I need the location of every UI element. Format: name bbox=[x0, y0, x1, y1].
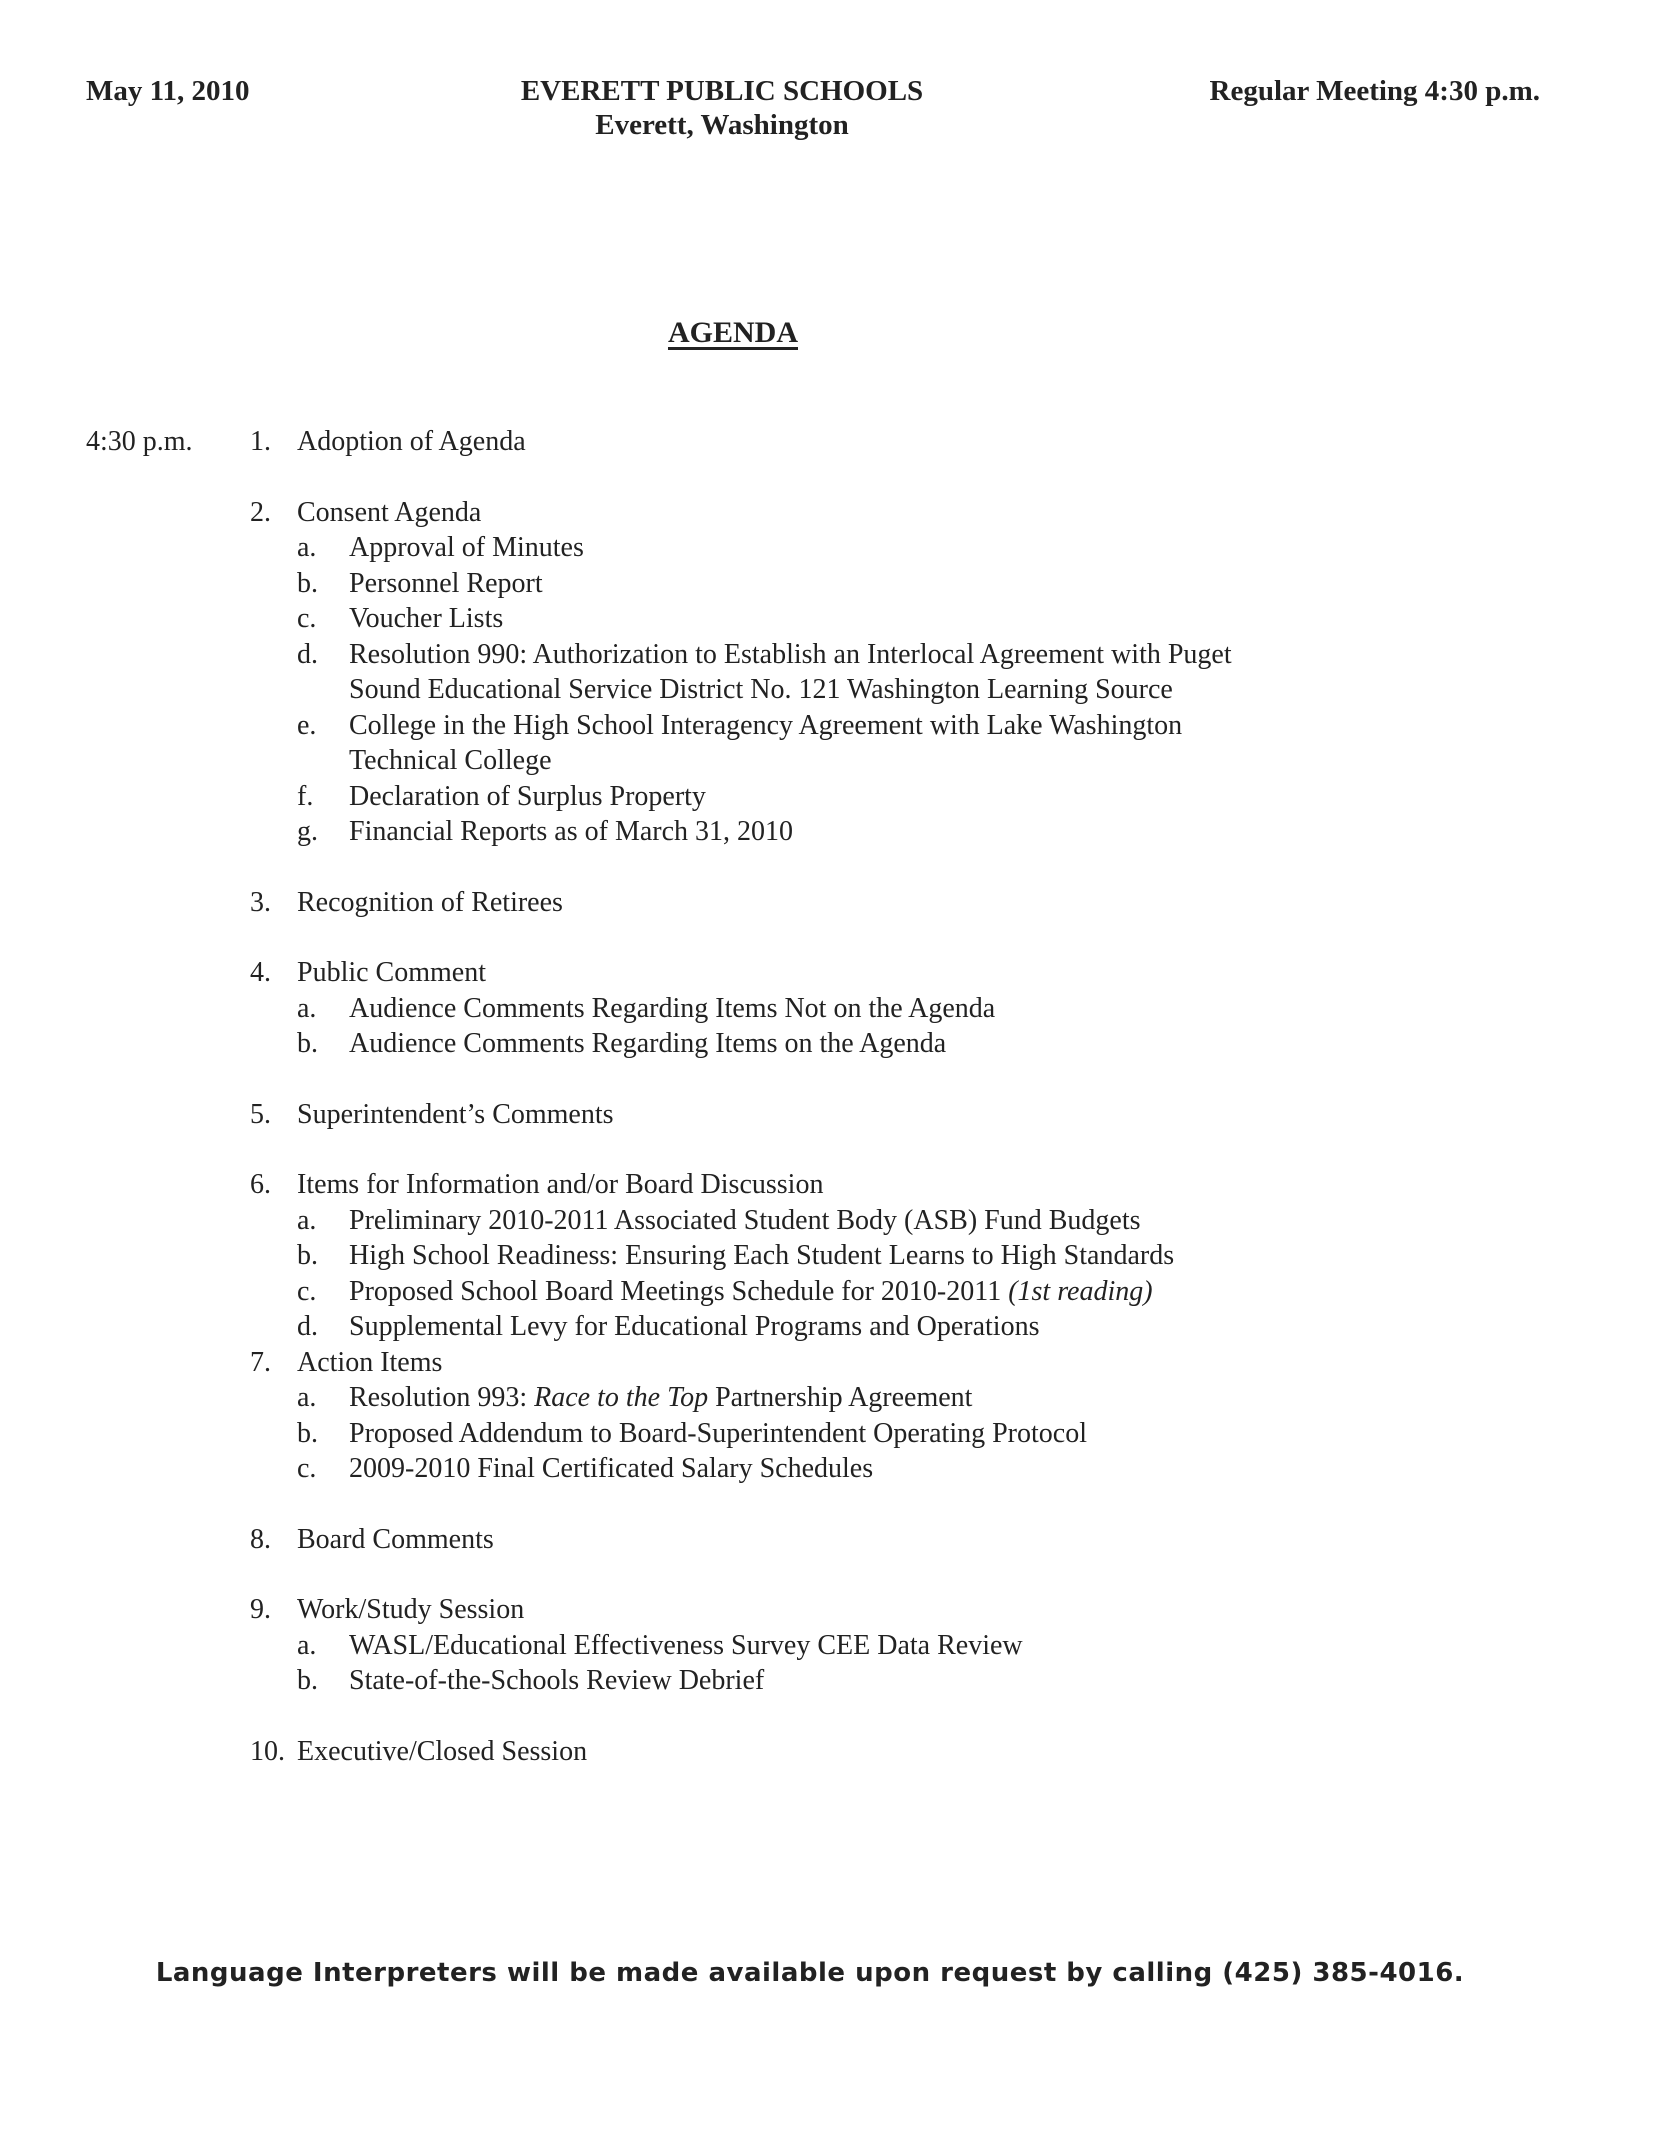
sub-item-letter: e. bbox=[297, 709, 317, 741]
sub-item-text: Declaration of Surplus Property bbox=[349, 780, 706, 812]
item-label: Recognition of Retirees bbox=[297, 886, 563, 918]
sub-item bbox=[0, 779, 1664, 815]
sub-item-letter: b. bbox=[297, 1417, 318, 1449]
sub-item-list bbox=[0, 1628, 1664, 1699]
agenda-list bbox=[0, 424, 1664, 1769]
program-name: Race to the Top bbox=[534, 1382, 709, 1413]
item-number: 5. bbox=[250, 1098, 271, 1130]
sub-item-text: Voucher Lists bbox=[349, 603, 504, 634]
interpreter-notice: Language Interpreters will be made available upon request by calling (425) 385-4016. bbox=[155, 1958, 1465, 1988]
item-label: Work/Study Session bbox=[297, 1594, 525, 1625]
page-title: AGENDA bbox=[667, 316, 798, 349]
sub-item-text: State-of-the-Schools Review Debrief bbox=[349, 1665, 765, 1696]
sub-item-text-pre: Resolution 993: bbox=[349, 1382, 535, 1413]
sub-item-letter: b. bbox=[297, 1240, 318, 1271]
sub-item bbox=[0, 1663, 1664, 1699]
sub-item-list bbox=[0, 1380, 1664, 1487]
sub-item-letter: a. bbox=[297, 532, 317, 563]
sub-item bbox=[0, 530, 1664, 566]
sub-item-text: Approval of Minutes bbox=[349, 532, 584, 563]
sub-item-text: WASL/Educational Effectiveness Survey CEE Data Review bbox=[349, 1629, 1023, 1661]
sub-item-list bbox=[0, 530, 1664, 850]
sub-item bbox=[0, 1416, 1664, 1452]
item-label: Action Items bbox=[297, 1346, 443, 1378]
meeting-type: Regular Meeting 4:30 p.m. bbox=[1209, 75, 1540, 107]
agenda-item bbox=[0, 1592, 1664, 1628]
sub-item-letter: c. bbox=[297, 1275, 317, 1307]
sub-item bbox=[0, 708, 1664, 779]
item-label: Items for Information and/or Board Discussion bbox=[297, 1169, 824, 1200]
item-label: Superintendent’s Comments bbox=[297, 1098, 614, 1130]
reading-note: (1st reading) bbox=[1008, 1275, 1153, 1307]
sub-item-text-main: Proposed School Board Meetings Schedule for 2010-2011 bbox=[349, 1275, 1002, 1307]
agenda-item bbox=[0, 1097, 1664, 1133]
item-label: Adoption of Agenda bbox=[297, 426, 526, 457]
sub-item-text: College in the High School Interagency Agreement with Lake Washington Technical College bbox=[349, 709, 1183, 776]
agenda-item bbox=[0, 424, 1664, 460]
sub-item-text: Proposed Addendum to Board-Superintendent Operating Protocol bbox=[349, 1417, 1087, 1449]
sub-item-letter: b. bbox=[297, 1665, 318, 1696]
sub-item-letter: f. bbox=[297, 780, 314, 812]
sub-item-text: Personnel Report bbox=[349, 567, 543, 599]
organization-header bbox=[432, 74, 1012, 142]
agenda-item bbox=[0, 1167, 1664, 1203]
agenda-item bbox=[0, 955, 1664, 991]
item-number: 7. bbox=[250, 1346, 271, 1378]
item-number: 1. bbox=[250, 426, 271, 457]
item-label: Consent Agenda bbox=[297, 496, 482, 528]
item-label: Public Comment bbox=[297, 957, 486, 988]
sub-item bbox=[0, 566, 1664, 602]
sub-item-letter: d. bbox=[297, 1311, 318, 1342]
item-number: 4. bbox=[250, 957, 271, 988]
sub-item-letter: c. bbox=[297, 603, 317, 634]
sub-item-text bbox=[349, 1274, 1249, 1310]
item-number: 6. bbox=[250, 1169, 271, 1200]
item-label: Board Comments bbox=[297, 1523, 494, 1555]
agenda-item bbox=[0, 1522, 1664, 1558]
item-number: 2. bbox=[250, 496, 271, 528]
sub-item-text: High School Readiness: Ensuring Each Student Learns to High Standards bbox=[349, 1240, 1175, 1271]
agenda-item bbox=[0, 1734, 1664, 1770]
sub-item bbox=[0, 637, 1664, 708]
sub-item bbox=[0, 1203, 1664, 1239]
sub-item-text: Preliminary 2010-2011 Associated Student Body (ASB) Fund Budgets bbox=[349, 1204, 1141, 1236]
meeting-date: May 11, 2010 bbox=[86, 75, 250, 107]
sub-item bbox=[0, 1628, 1664, 1664]
sub-item bbox=[0, 1274, 1664, 1310]
sub-item bbox=[0, 1451, 1664, 1487]
start-time: 4:30 p.m. bbox=[86, 426, 193, 457]
sub-item-letter: a. bbox=[297, 1204, 317, 1236]
sub-item-letter: a. bbox=[297, 1629, 317, 1661]
sub-item-text: Resolution 990: Authorization to Establish an Interlocal Agreement with Puget Sound Educational Service District No. 121 Washington Learning Source bbox=[349, 638, 1232, 705]
sub-item bbox=[0, 601, 1664, 637]
sub-item-letter: b. bbox=[297, 1028, 318, 1059]
sub-item-text bbox=[349, 1380, 1249, 1416]
sub-item-letter: c. bbox=[297, 1453, 317, 1484]
organization-name: EVERETT PUBLIC SCHOOLS bbox=[520, 75, 924, 107]
agenda-item bbox=[0, 1345, 1664, 1381]
sub-item bbox=[0, 1309, 1664, 1345]
item-number: 9. bbox=[250, 1594, 271, 1625]
sub-item-text: 2009-2010 Final Certificated Salary Schedules bbox=[349, 1453, 874, 1484]
sub-item-list bbox=[0, 991, 1664, 1062]
sub-item-list bbox=[0, 1203, 1664, 1345]
sub-item-text: Audience Comments Regarding Items on the Agenda bbox=[349, 1028, 947, 1059]
item-label: Executive/Closed Session bbox=[297, 1735, 588, 1767]
agenda-item bbox=[0, 495, 1664, 531]
sub-item-letter: a. bbox=[297, 992, 317, 1024]
sub-item bbox=[0, 1380, 1664, 1416]
sub-item-text-main: Partnership Agreement bbox=[708, 1382, 973, 1413]
sub-item-text: Supplemental Levy for Educational Programs and Operations bbox=[349, 1311, 1040, 1342]
item-number: 8. bbox=[250, 1523, 271, 1555]
sub-item bbox=[0, 991, 1664, 1027]
item-number: 3. bbox=[250, 886, 271, 918]
sub-item-letter: d. bbox=[297, 638, 318, 670]
sub-item-text: Financial Reports as of March 31, 2010 bbox=[349, 816, 794, 847]
sub-item bbox=[0, 1026, 1664, 1062]
sub-item bbox=[0, 814, 1664, 850]
item-number: 10. bbox=[250, 1735, 285, 1767]
sub-item bbox=[0, 1238, 1664, 1274]
sub-item-text: Audience Comments Regarding Items Not on the Agenda bbox=[349, 992, 996, 1024]
sub-item-letter: a. bbox=[297, 1382, 317, 1413]
agenda-item bbox=[0, 885, 1664, 921]
sub-item-letter: b. bbox=[297, 567, 318, 599]
organization-location: Everett, Washington bbox=[595, 109, 849, 141]
sub-item-letter: g. bbox=[297, 816, 318, 847]
